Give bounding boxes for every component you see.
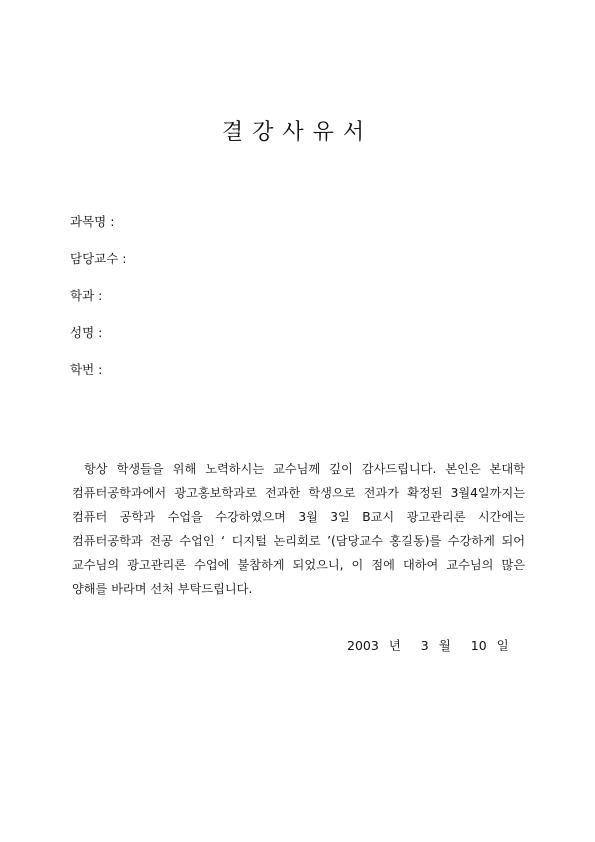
info-fields	[70, 214, 530, 399]
document-title: 결강사유서	[221, 120, 374, 145]
body-paragraph: 항상 학생들을 위해 노력하시는 교수님께 깊이 감사드립니다. 본인은 본대학 컴퓨터공학과에서 광고홍보학과로 전과한 학생으로 전과가 확정된 3월4일까지는 컴퓨터 공학과 수업을 수강하였으며 3월 3일 B교시 광고관리론 시간에는 컴퓨터공학과 전공 수업인 ‘ 디지털 논리회로 ’(담당교수 홍길동)를 수강하게 되어 교수님의 광고관리론 수업에 불참하게 되었으니, 이 점에 대하여 교수님의 많은 양해를 바라며 선처 부탁드립니다.	[72, 462, 525, 596]
field-professor: 담당교수 :	[70, 251, 127, 266]
field-department: 학과 :	[70, 288, 103, 303]
field-course: 과목명 :	[70, 214, 115, 229]
field-student-id: 학번 :	[70, 362, 103, 377]
document-date: 2003 년 3 월 10 일	[347, 638, 509, 653]
field-name: 성명 :	[70, 325, 103, 340]
